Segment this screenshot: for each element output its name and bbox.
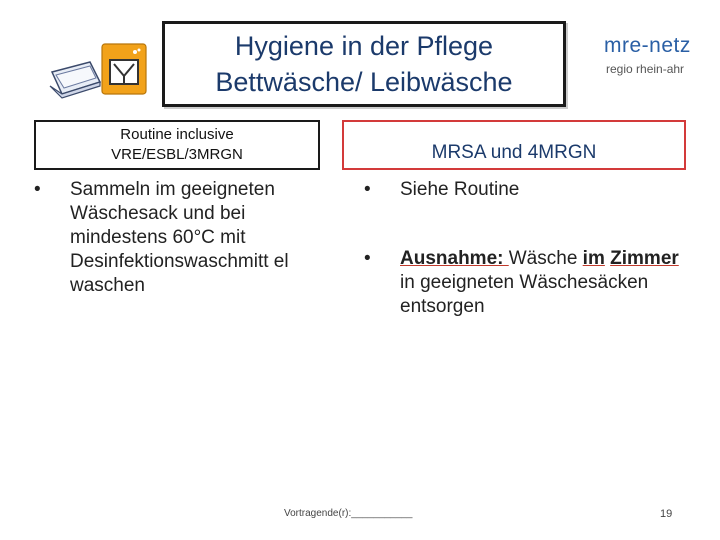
left-header-line-2: VRE/ESBL/3MRGN [111,146,243,163]
right-bullet-1-text: Siehe Routine [400,179,520,200]
mre-netz-logo [600,30,710,80]
right-header-text: MRSA und 4MRGN [431,142,597,163]
list-item [364,178,684,202]
logo-sub-text: regio rhein-ahr [606,62,685,76]
right-bullet-2 [364,247,684,319]
exception-part-1: Wäsche [508,248,583,269]
laundry-icon [38,40,150,102]
left-bullet-list [34,178,324,298]
right-column-header [342,120,686,170]
logo-main-text: mre-netz [604,34,691,57]
title-line-2: Bettwäsche/ Leibwäsche [215,67,513,97]
wash-symbol-icon [102,44,146,94]
presenter-footer: Vortragende(r):___________ [284,508,413,519]
exception-rest: in geeigneten Wäschesäcken entsorgen [400,272,649,317]
list-item [34,178,324,298]
page-number: 19 [660,508,673,520]
exception-label: Ausnahme: [400,248,509,269]
exception-zimmer: Zimmer [610,248,679,269]
folded-linen-icon [50,62,100,98]
title-line-1: Hygiene in der Pflege [234,31,494,61]
title-box [162,21,566,107]
right-bullet-1 [364,178,684,202]
exception-im: im [582,248,605,269]
list-item [364,247,684,319]
bullet-icon: • [34,179,41,200]
left-bullet-text: Sammeln im geeigneten Wäschesack und bei mindestens 60°C mit Desinfektionswaschmitt el waschen [70,179,289,296]
left-column-header [34,120,320,170]
left-header-line-1: Routine inclusive [120,126,234,143]
bullet-icon: • [364,248,371,269]
bullet-icon: • [364,179,371,200]
